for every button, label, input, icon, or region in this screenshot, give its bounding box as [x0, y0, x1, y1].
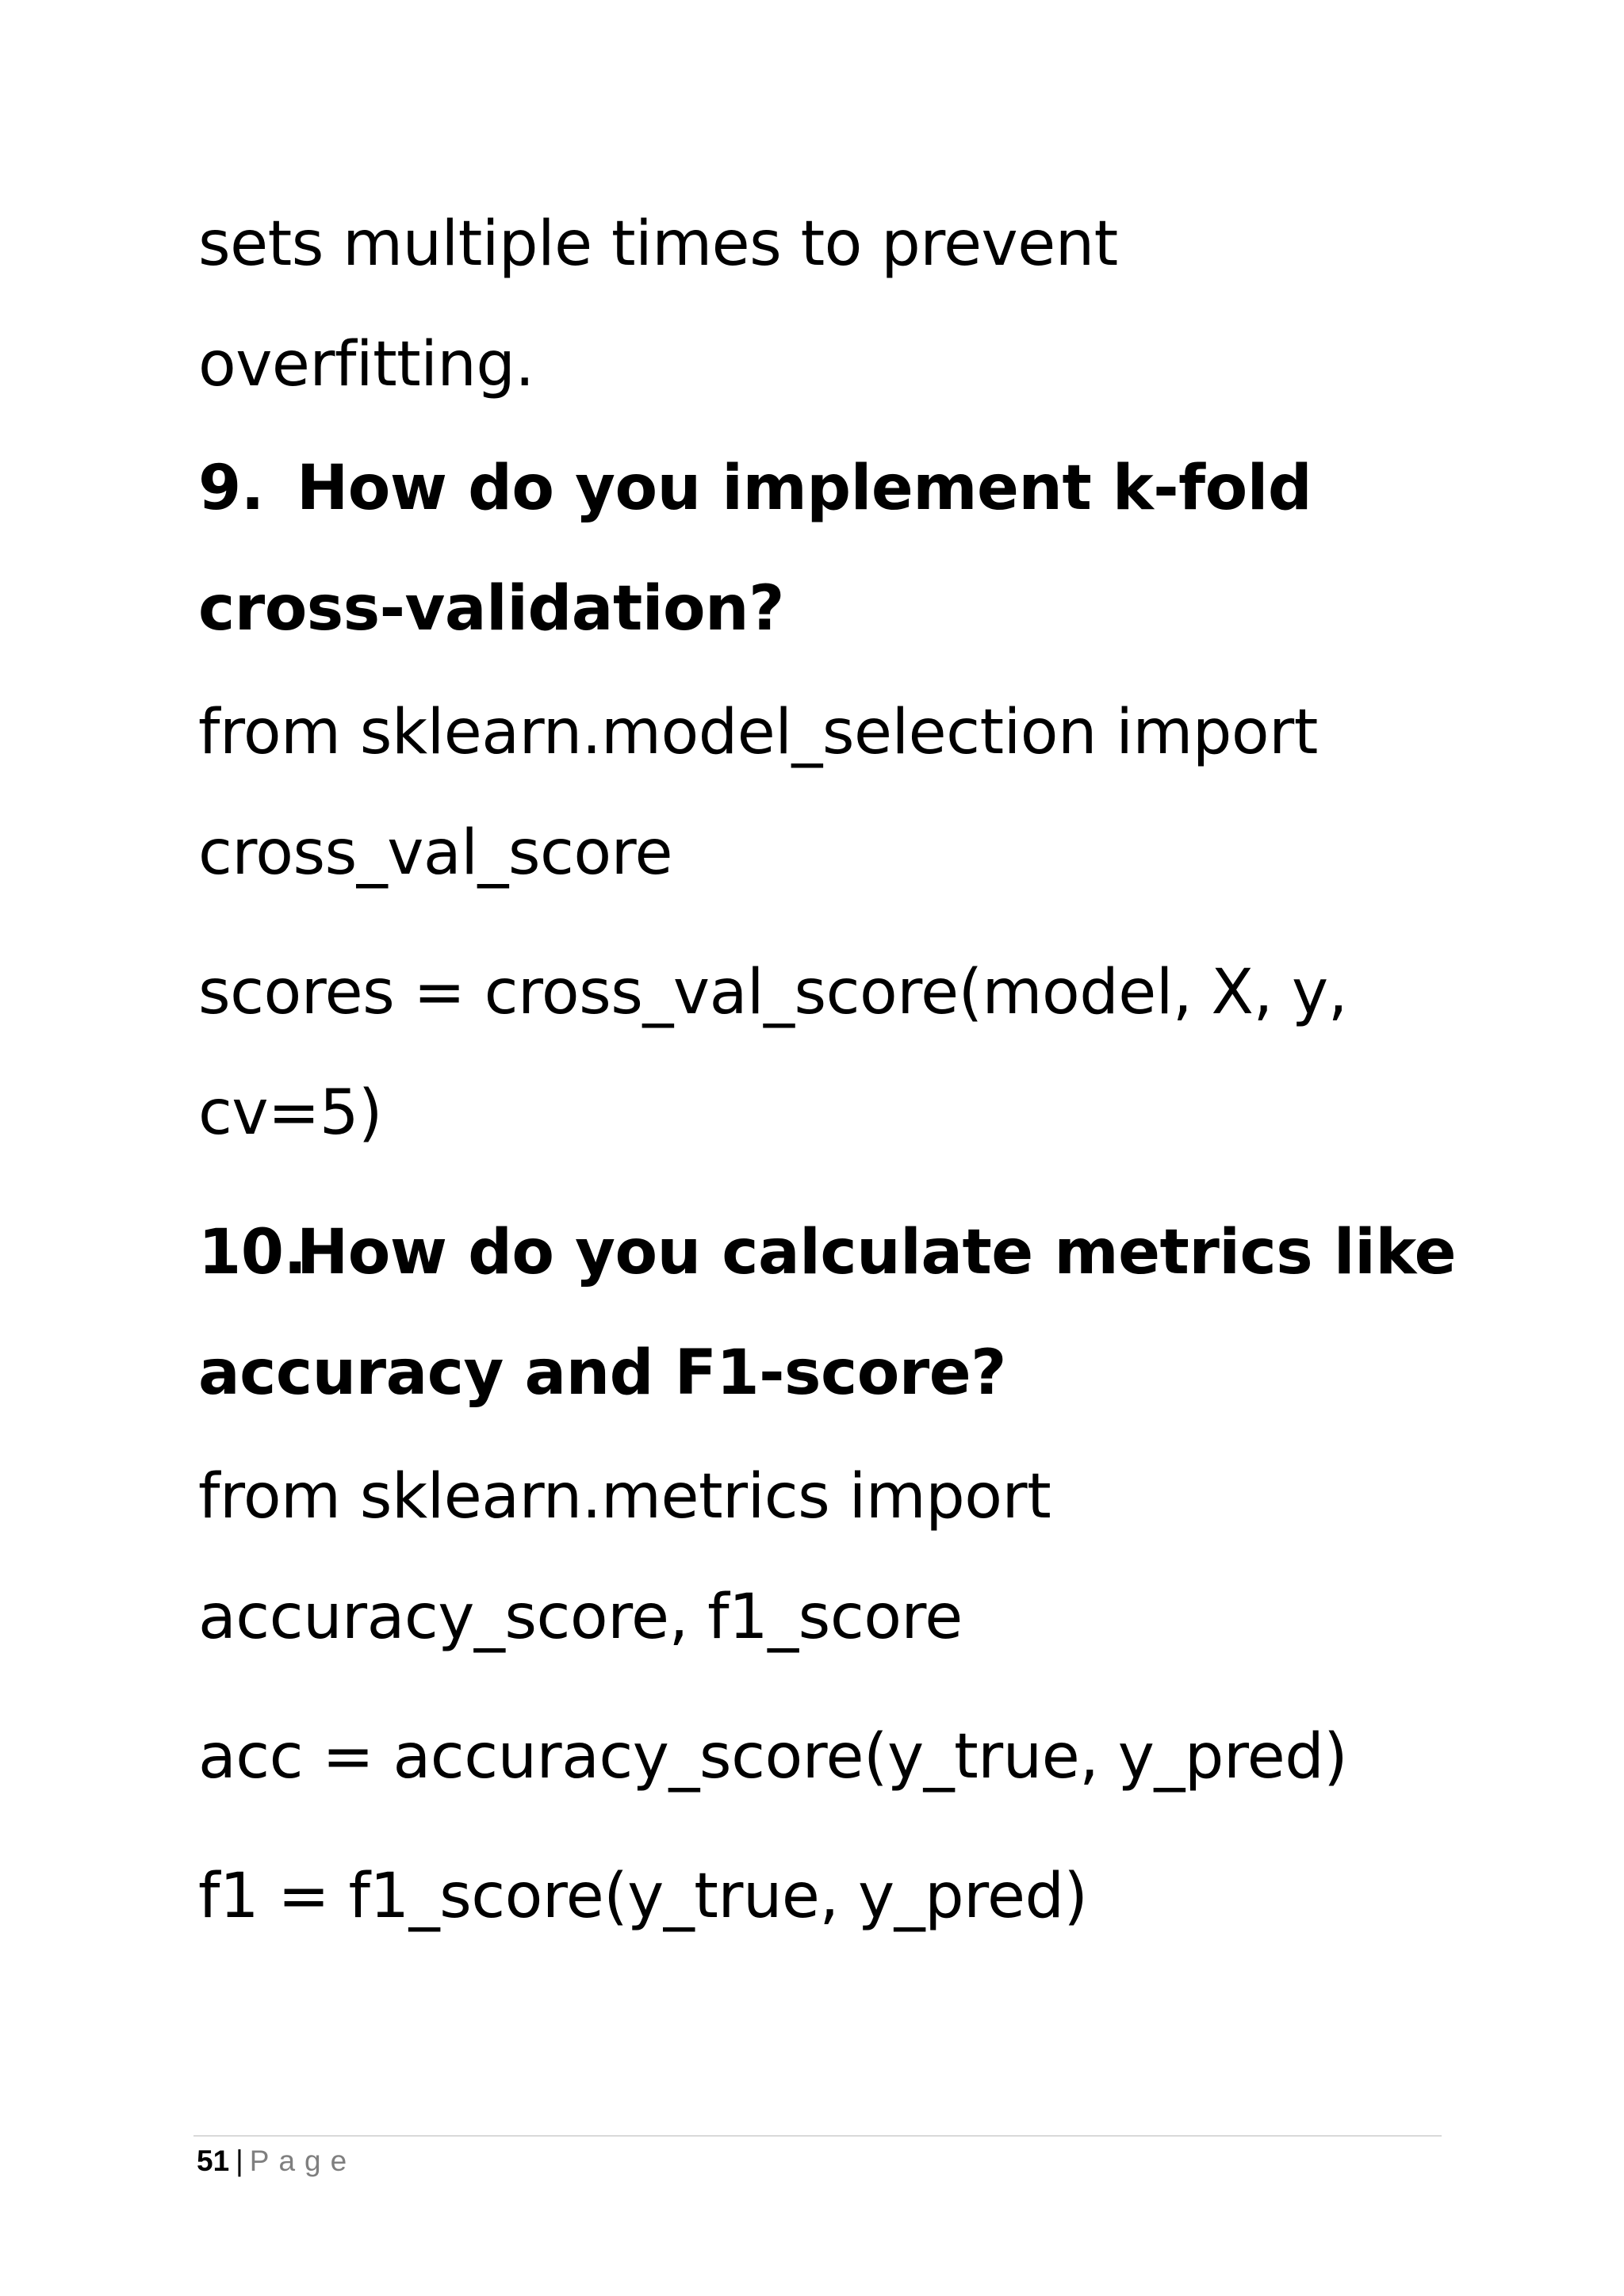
page-footer: [197, 2141, 356, 2182]
footer-separator: |: [236, 2145, 243, 2177]
code-line: scores = cross_val_score(model, X, y,: [198, 957, 1347, 1028]
page-label: Page: [249, 2145, 357, 2177]
heading-line: cross-validation?: [198, 573, 784, 645]
question-number: 10.: [198, 1217, 307, 1288]
code-line: accuracy_score, f1_score: [198, 1582, 963, 1653]
code-line: cross_val_score: [198, 817, 672, 889]
heading-line: accuracy and F1-score?: [198, 1337, 1006, 1409]
question-heading-10: [198, 1192, 1456, 1433]
code-line: from sklearn.model_selection import: [198, 697, 1318, 768]
code-line: acc = accuracy_score(y_true, y_pred): [198, 1721, 1348, 1793]
code-f1: [198, 1836, 1451, 1957]
heading-line: How do you calculate metrics like: [297, 1217, 1456, 1288]
code-import-cross-val: [198, 672, 1451, 913]
page-number: 51: [197, 2145, 230, 2177]
text-line: overfitting.: [198, 329, 534, 400]
heading-line: How do you implement k-fold: [297, 453, 1312, 524]
code-line: from sklearn.metrics import: [198, 1461, 1051, 1533]
code-accuracy: [198, 1697, 1451, 1817]
page-content: [198, 190, 1456, 1957]
code-line: f1 = f1_score(y_true, y_pred): [198, 1861, 1088, 1932]
paragraph-overfitting: [198, 184, 1451, 425]
question-heading-9: [198, 428, 1451, 669]
question-number: 9.: [198, 453, 264, 524]
code-import-metrics: [198, 1437, 1451, 1678]
text-line: sets multiple times to prevent: [198, 209, 1118, 280]
code-line: cv=5): [198, 1077, 382, 1149]
footer-divider: [193, 2135, 1442, 2137]
code-scores: [198, 932, 1451, 1173]
